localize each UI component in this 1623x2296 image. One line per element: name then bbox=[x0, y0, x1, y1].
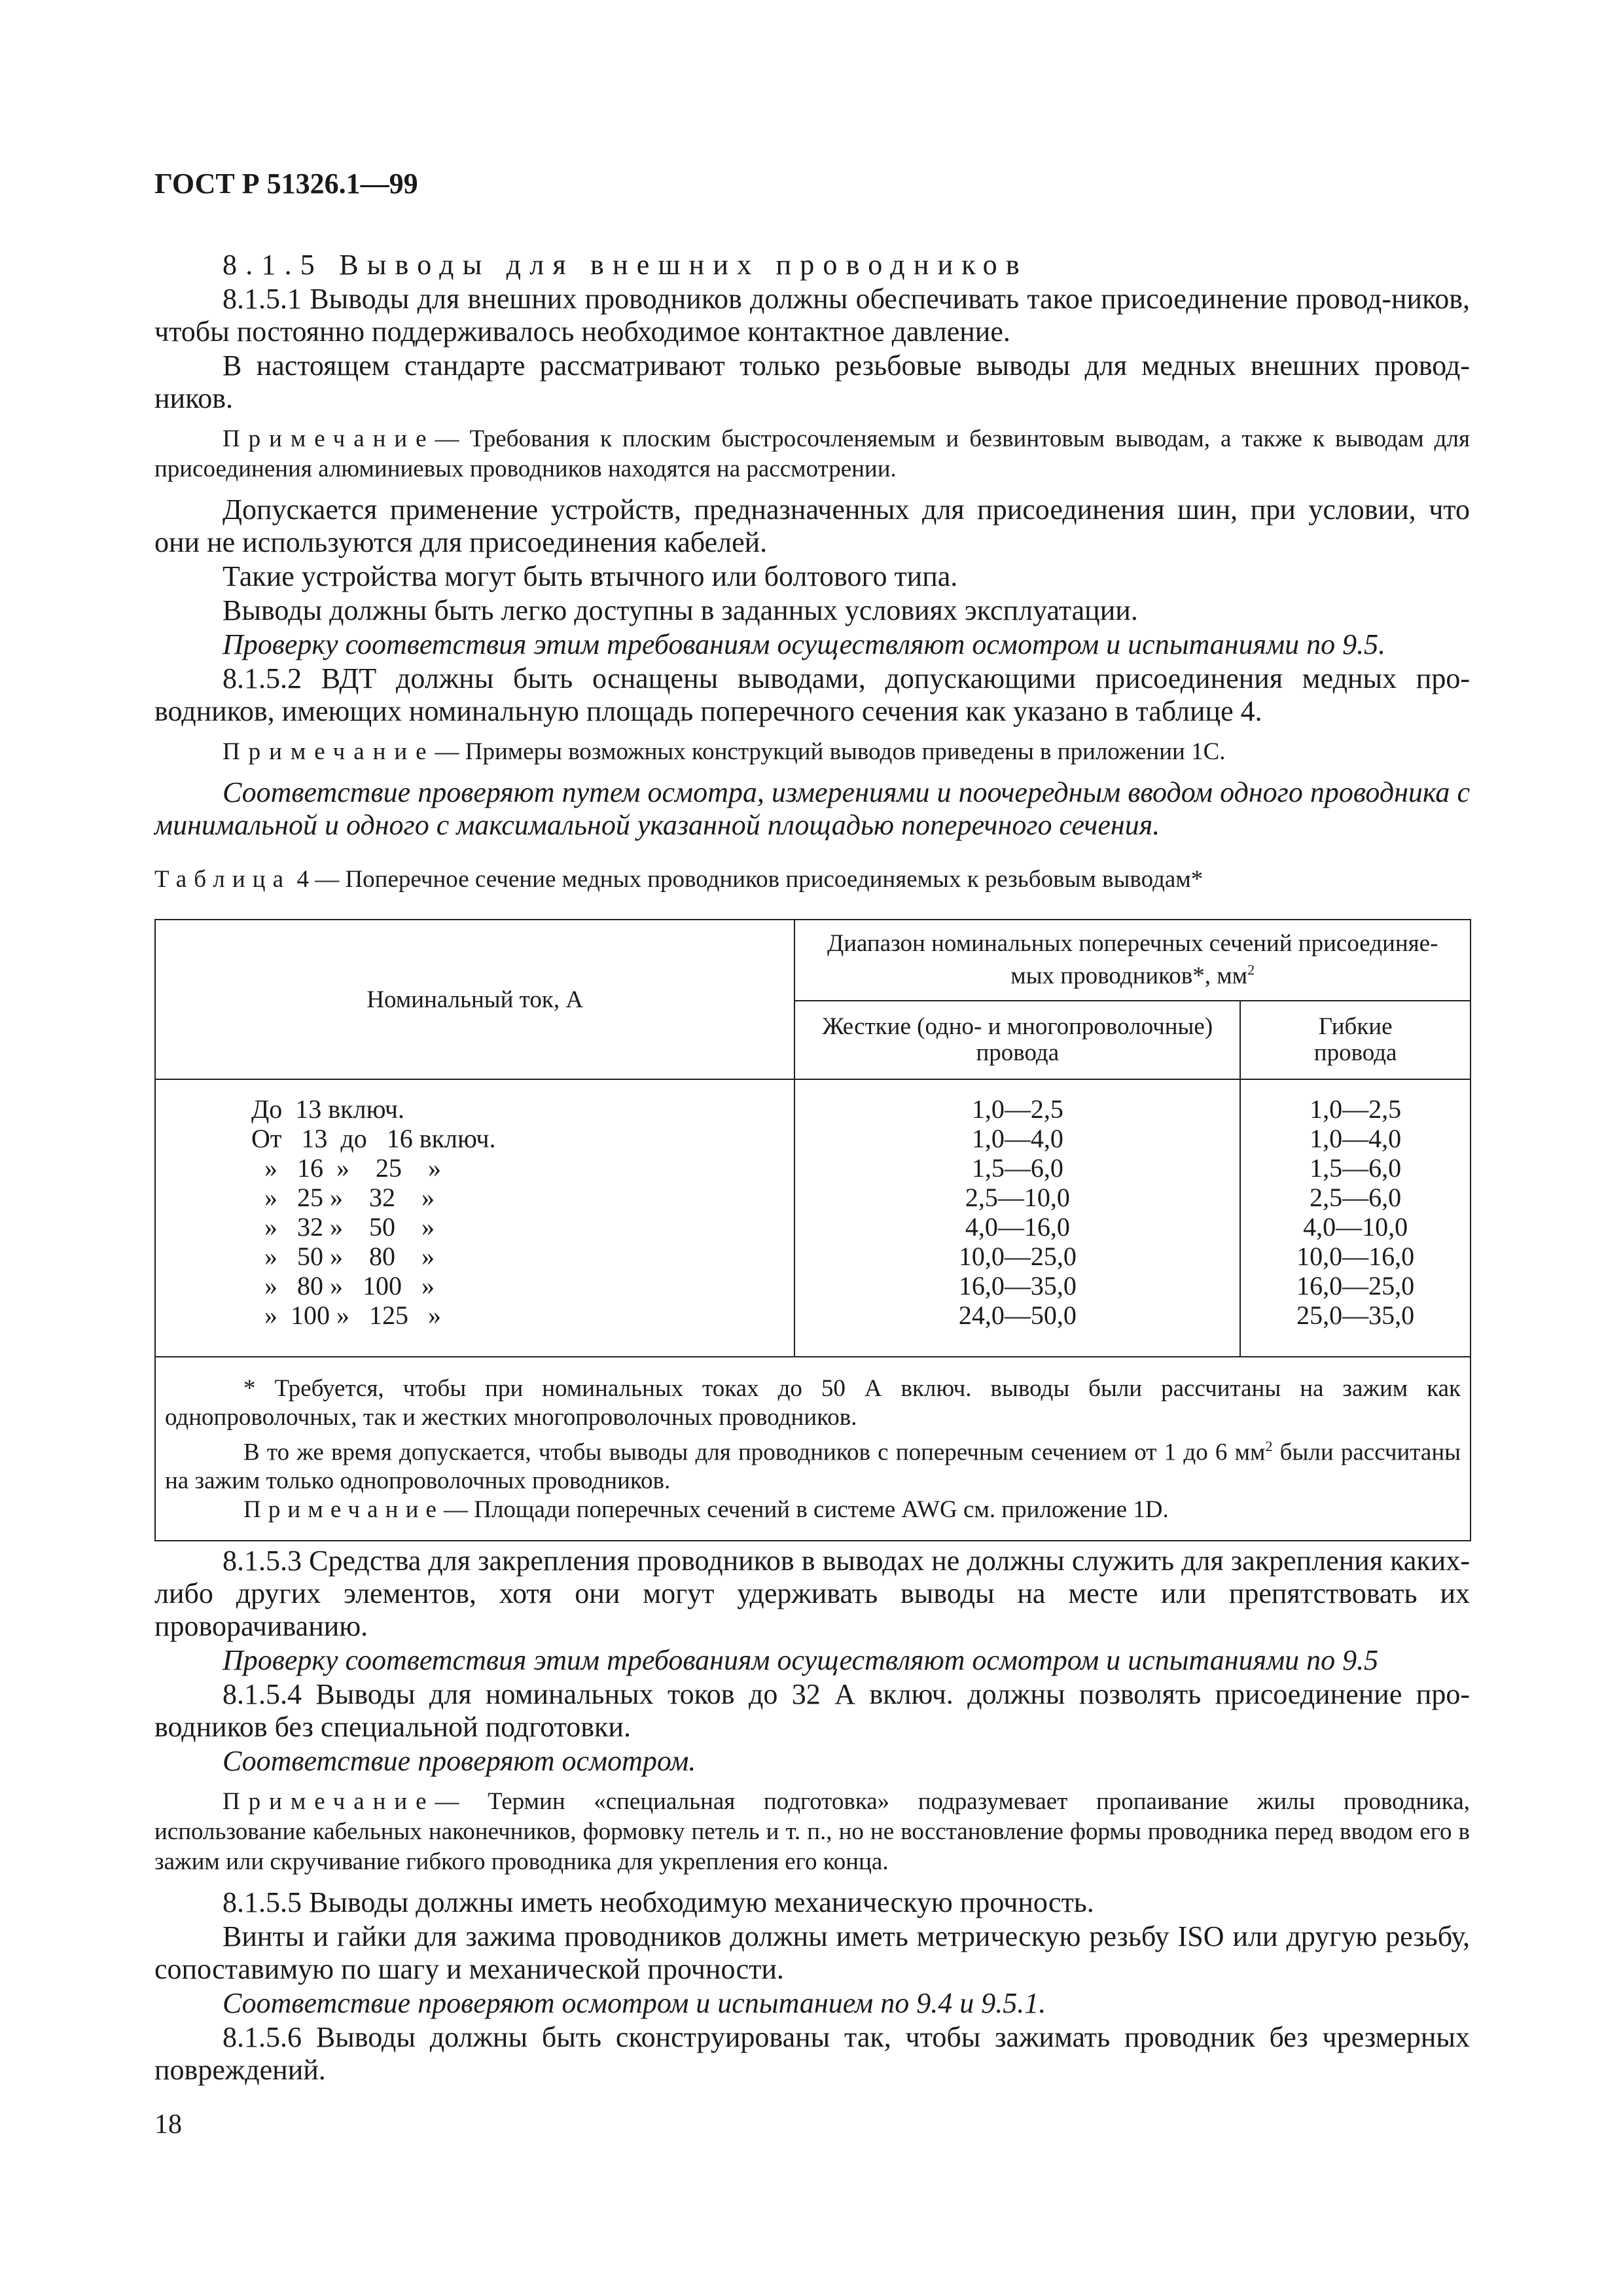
paragraph-check-5: Соответствие проверяют осмотром и испытанием по 9.4 и 9.5.1. bbox=[223, 1987, 1046, 2019]
table-row-flexible: 1,0—2,5 bbox=[1310, 1094, 1402, 1124]
table-row-current: » 100 » 125 » bbox=[251, 1300, 441, 1330]
note-2: Примечание— Примеры возможных конструкций выводов приведены в приложении 1С. bbox=[223, 738, 1226, 765]
table-row-rigid: 1,5—6,0 bbox=[971, 1153, 1063, 1183]
table-row-flexible: 16,0—25,0 bbox=[1296, 1271, 1415, 1300]
table-row-current: » 25 » 32 » bbox=[251, 1183, 435, 1212]
table-row-current: » 32 » 50 » bbox=[251, 1212, 435, 1242]
table-row-flexible: 25,0—35,0 bbox=[1296, 1300, 1415, 1330]
table-row-flexible: 1,5—6,0 bbox=[1310, 1153, 1402, 1183]
column-header-nominal-current: Номинальный ток, А bbox=[155, 920, 794, 1079]
column-header-flexible: Гибкие провода bbox=[1240, 1001, 1471, 1079]
paragraph-8-1-5-2: 8.1.5.2 ВДТ должны быть оснащены выводами, допускающими присоединения медных про-водников, имеющих номинальную площадь поперечного сечения как указано в таблице 4. bbox=[154, 662, 1470, 727]
table-footnotes bbox=[155, 1357, 1471, 1541]
table-row-flexible: 2,5—6,0 bbox=[1310, 1183, 1402, 1212]
table-row-current: » 16 » 25 » bbox=[251, 1153, 441, 1183]
page-number: 18 bbox=[154, 2109, 182, 2140]
column-header-cross-section-range: Диапазон номинальных поперечных сечений присоединяе- мых проводников*, $мм^2$ bbox=[794, 920, 1471, 1001]
document-id: ГОСТ Р 51326.1—99 bbox=[154, 168, 418, 200]
paragraph-busbar-devices: Допускается применение устройств, предназначенных для присоединения шин, при условии, что они не используются для присоединения кабелей. bbox=[154, 493, 1470, 558]
paragraph-check-2: Соответствие проверяют путем осмотра, измерениями и поочередным вводом одного проводника с минимальной и одного с максимальной указанной площадью поперечного сечения. bbox=[154, 776, 1470, 841]
table-row-current: » 80 » 100 » bbox=[251, 1271, 435, 1300]
paragraph-8-1-5-1: 8.1.5.1 Выводы для внешних проводников должны обеспечивать такое присоединение провод-ников, чтобы постоянно поддерживалось необходимое контактное давление. bbox=[154, 283, 1470, 348]
table-footnote-1: * Требуется, чтобы при номинальных токах до 50 А включ. выводы были рассчитаны на зажим как однопроволочных, так и жестких многопроволочных проводников. bbox=[165, 1375, 1461, 1431]
paragraph-check-4: Соответствие проверяют осмотром. bbox=[223, 1745, 696, 1777]
paragraph-8-1-5-6: 8.1.5.6 Выводы должны быть сконструированы так, чтобы зажимать проводник без чрезмерных повреждений. bbox=[154, 2021, 1470, 2086]
paragraph-copper-only: В настоящем стандарте рассматривают только резьбовые выводы для медных внешних провод-ников. bbox=[154, 350, 1470, 414]
table-row-rigid: 2,5—10,0 bbox=[965, 1183, 1070, 1212]
table-row-rigid: 4,0—16,0 bbox=[965, 1212, 1070, 1242]
note-3: Примечание— Термин «специальная подготовка» подразумевает пропаивание жилы проводника, использование кабельных наконечников, формовку петель и т. п., но не восстановление формы проводника перед вводом его в зажим или скручивание гибкого проводника для укрепления его конца. bbox=[154, 1788, 1470, 1875]
table-row-flexible: 10,0—16,0 bbox=[1296, 1242, 1415, 1271]
table-row-rigid: 16,0—35,0 bbox=[958, 1271, 1077, 1300]
paragraph-8-1-5-5: 8.1.5.5 Выводы должны иметь необходимую механическую прочность. bbox=[223, 1886, 1094, 1918]
table-4 bbox=[154, 919, 1471, 1541]
table-row-rigid: 24,0—50,0 bbox=[958, 1300, 1077, 1330]
note-1: Примечание— Требования к плоским быстросочленяемым и безвинтовым выводам, а также к выводам для присоединения алюминиевых проводников находятся на рассмотрении. bbox=[154, 425, 1470, 482]
paragraph-screws-nuts: Винты и гайки для зажима проводников должны иметь метрическую резьбу ISO или другую резьбу, сопоставимую по шагу и механической прочности. bbox=[154, 1920, 1470, 1985]
table-row-rigid: 1,0—2,5 bbox=[971, 1094, 1063, 1124]
table-note: Примечание— Площади поперечных сечений в системе AWG см. приложение 1D. bbox=[243, 1496, 1169, 1524]
rigid-range-cell bbox=[794, 1079, 1240, 1357]
paragraph-8-1-5-3: 8.1.5.3 Средства для закрепления проводников в выводах не должны служить для закрепления каких-либо других элементов, хотя они могут удерживать выводы на месте или препятствовать их проворачиванию. bbox=[154, 1545, 1470, 1642]
table-row-current: От 13 до 16 включ. bbox=[251, 1124, 496, 1153]
section-8-1-5-heading: 8.1.5 Выводы для внешних проводников bbox=[223, 249, 1028, 281]
paragraph-device-types: Такие устройства могут быть втычного или болтового типа. bbox=[223, 560, 958, 592]
table-row-current: » 50 » 80 » bbox=[251, 1242, 435, 1271]
table-row-flexible: 4,0—10,0 bbox=[1303, 1212, 1408, 1242]
flexible-range-cell bbox=[1240, 1079, 1471, 1357]
table-row-flexible: 1,0—4,0 bbox=[1310, 1124, 1402, 1153]
paragraph-8-1-5-4: 8.1.5.4 Выводы для номинальных токов до 32 А включ. должны позволять присоединение про-водников без специальной подготовки. bbox=[154, 1678, 1470, 1743]
paragraph-check-3: Проверку соответствия этим требованиям осуществляют осмотром и испытаниями по 9.5 bbox=[223, 1644, 1379, 1676]
table-4-caption: Таблица 4 — Поперечное сечение медных проводников присоединяемых к резьбовым выводам* bbox=[154, 866, 1204, 893]
table-row-current: До 13 включ. bbox=[251, 1094, 405, 1124]
table-row-rigid: 10,0—25,0 bbox=[958, 1242, 1077, 1271]
table-row-rigid: 1,0—4,0 bbox=[971, 1124, 1063, 1153]
table-footnote-2: В то же время допускается, чтобы выводы для проводников с поперечным сечением от 1 до 6 $мм^2$ были рассчитаны на зажим только однопроволочных проводников. bbox=[165, 1438, 1461, 1495]
column-header-rigid: Жесткие (одно- и многопроволочные) провода bbox=[794, 1001, 1240, 1079]
section-8-1-5-block bbox=[154, 249, 1470, 843]
paragraph-accessibility: Выводы должны быть легко доступны в заданных условиях эксплуатации. bbox=[223, 594, 1138, 626]
nominal-current-cell bbox=[155, 1079, 794, 1357]
paragraph-check-1: Проверку соответствия этим требованиям осуществляют осмотром и испытаниями по 9.5. bbox=[223, 628, 1386, 660]
section-8-1-5-3-block bbox=[154, 1545, 1470, 2088]
